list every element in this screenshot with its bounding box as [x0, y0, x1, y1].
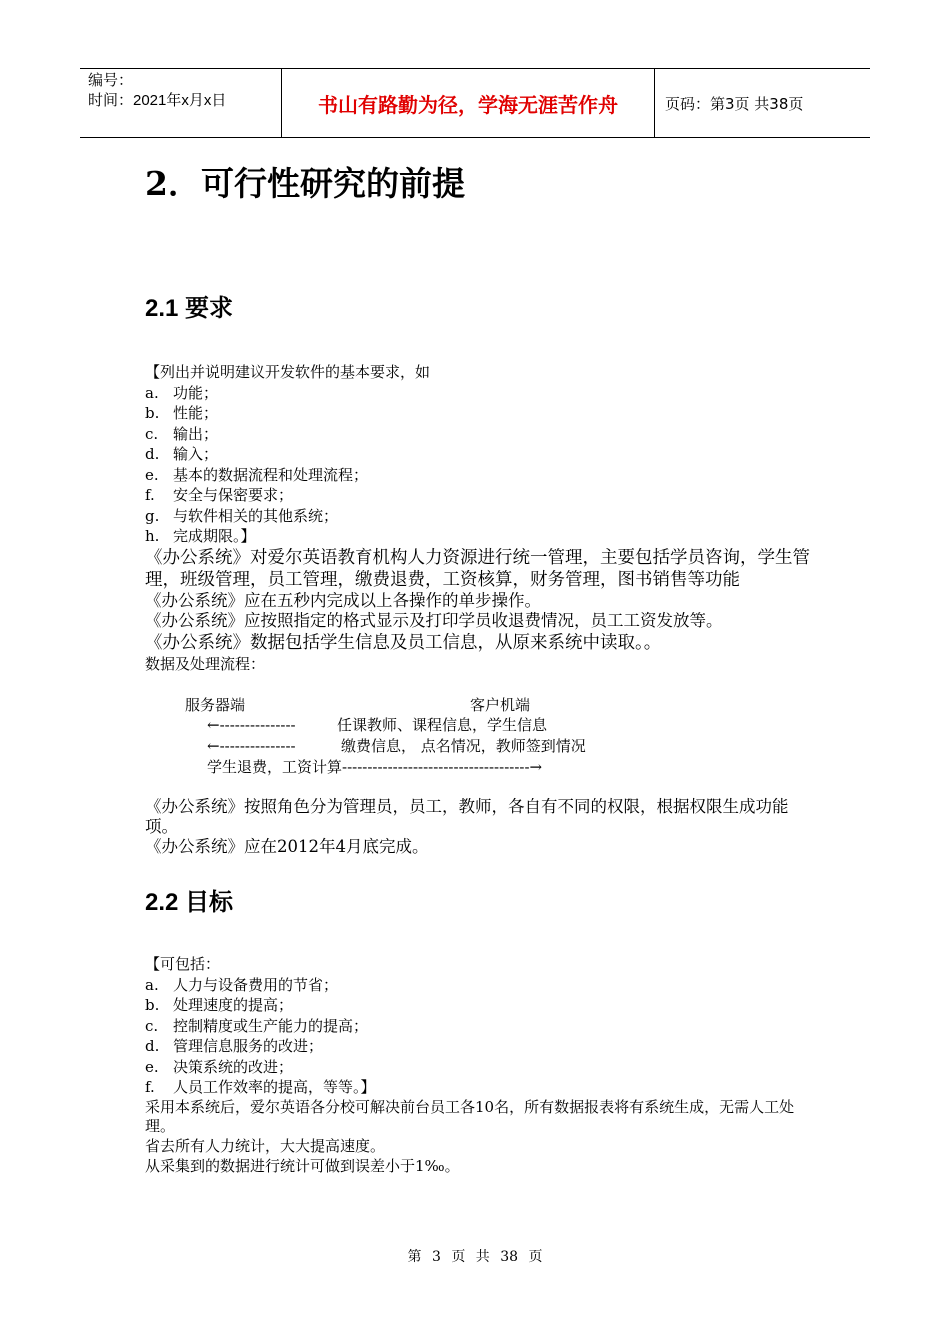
list-item: g. 与软件相关的其他系统；: [145, 506, 339, 525]
list-item: d. 管理信息服务的改进；: [145, 1037, 324, 1055]
number-label: 编号：: [88, 72, 134, 89]
paragraph: 《办公系统》应在五秒内完成以上各操作的单步操作。: [145, 590, 541, 610]
list-item: c. 控制精度或生产能力的提高；: [145, 1016, 369, 1035]
requirements-intro: 【列出并说明建议开发软件的基本要求，如: [145, 363, 431, 381]
header-page-label: 页码：第3页 共38页: [665, 94, 804, 113]
list-item: a. 人力与设备费用的节省；: [145, 975, 339, 994]
list-item: e. 基本的数据流程和处理流程；: [145, 465, 369, 484]
list-item: a. 功能；: [145, 383, 219, 402]
paragraph: 省去所有人力统计，大大提高速度。: [145, 1136, 386, 1155]
header-left: [80, 69, 282, 137]
flow-arrow-left: ←---------------: [207, 737, 296, 755]
goals-body: [145, 954, 815, 1177]
paragraph: 《办公系统》对爱尔英语教育机构人力资源进行统一管理，主要包括学员咨询，学生管理，班级管理，员工管理，缴费退费，工资核算，财务管理，图书销售等功能: [145, 547, 810, 590]
page-header: [80, 68, 870, 138]
list-item: e. 决策系统的改进；: [145, 1057, 294, 1076]
server-label: 服务器端: [185, 696, 246, 714]
flow-text: 任课教师、课程信息，学生信息: [337, 716, 548, 734]
paragraph: 《办公系统》数据包括学生信息及员工信息，从原来系统中读取。。: [145, 632, 662, 653]
flow-text: 缴费信息， 点名情况，教师签到情况: [341, 737, 586, 755]
paragraph: 《办公系统》应按照指定的格式显示及打印学员收退费情况，员工工资发放等。: [145, 611, 723, 630]
list-item: f. 人员工作效率的提高，等等。】: [145, 1078, 376, 1096]
paragraph: 《办公系统》应在2012年4月底完成。: [145, 837, 429, 856]
header-motto: 书山有路勤为径，学海无涯苦作舟: [282, 69, 655, 137]
section-heading-requirements: 2.1 要求: [145, 295, 234, 322]
list-item: d. 输入；: [145, 445, 219, 463]
client-label: 客户机端: [470, 696, 531, 714]
list-item: b. 性能；: [145, 404, 219, 422]
page-footer: 第 3 页 共 38 页: [407, 1249, 543, 1265]
paragraph: 采用本系统后，爱尔英语各分校可解决前台员工各10名，所有数据报表将有系统生成，无需人工处理。: [145, 1097, 795, 1135]
flow-label: 数据及处理流程：: [145, 654, 266, 673]
time-label: 时间：2021年x月x日: [88, 92, 227, 109]
list-item: c. 输出；: [145, 424, 219, 443]
paragraph: 从采集到的数据进行统计可做到误差小于1‰。: [145, 1157, 460, 1175]
section-heading-goals: 2.2 目标: [145, 889, 234, 916]
requirements-body-2: [145, 797, 815, 858]
requirements-body: [145, 362, 825, 674]
goals-intro: 【可包括：: [145, 955, 221, 973]
paragraph: 《办公系统》按照角色分为管理员，员工，教师，各自有不同的权限，根据权限生成功能项。: [145, 797, 789, 836]
list-item: b. 处理速度的提高；: [145, 996, 294, 1014]
list-item: h. 完成期限。】: [145, 527, 256, 545]
page-title: 2．可行性研究的前提: [145, 164, 465, 203]
flow-text-right: 学生退费，工资计算-------------------------------------→: [207, 758, 543, 776]
flow-arrow-left: ←---------------: [207, 716, 296, 734]
list-item: f. 安全与保密要求；: [145, 486, 294, 504]
